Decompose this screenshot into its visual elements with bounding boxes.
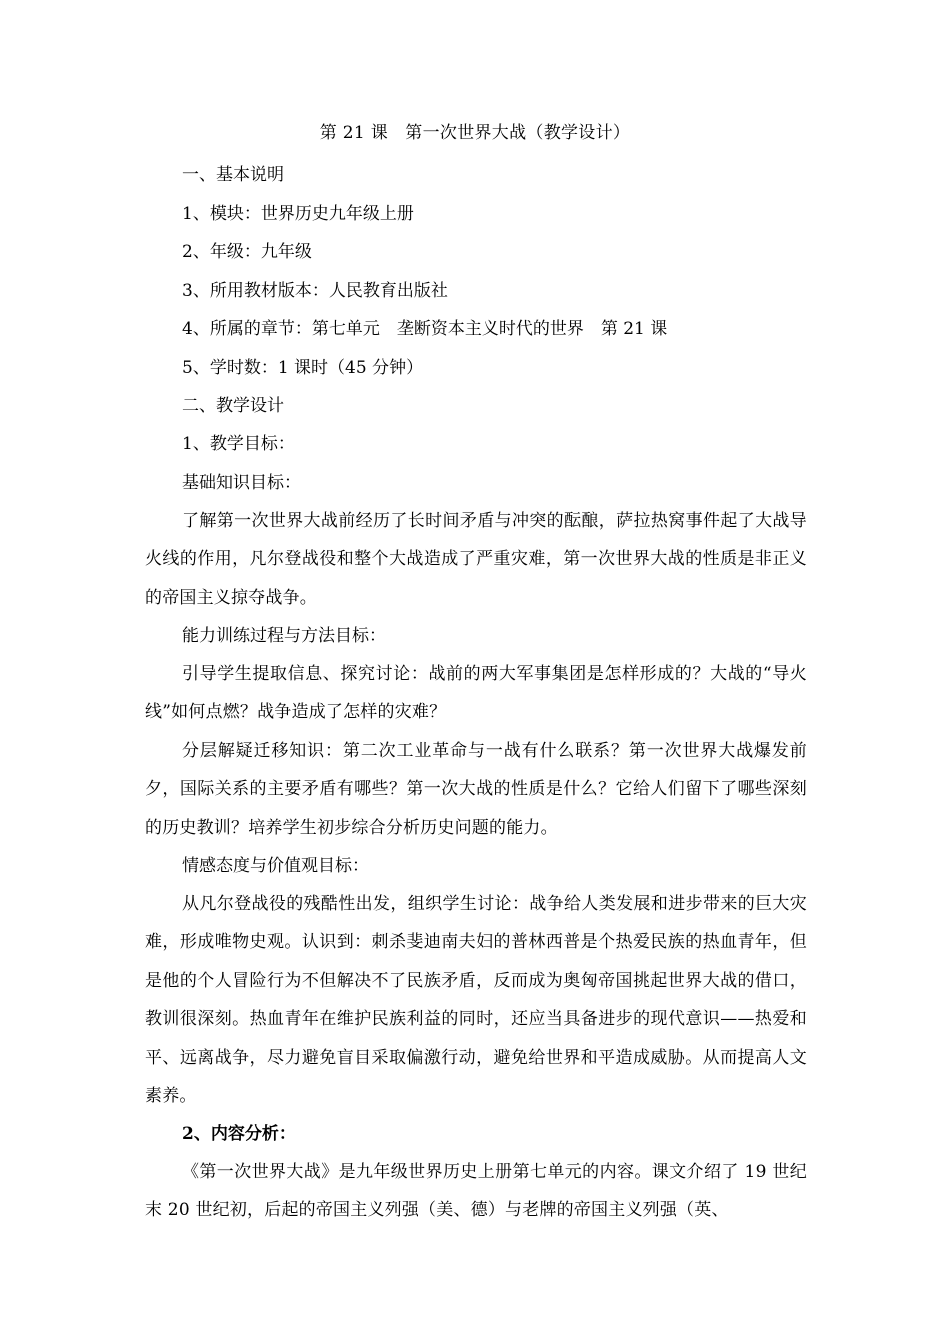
basic-item-module: 1、模块：世界历史九年级上册 <box>182 204 414 224</box>
basic-item-chapter: 4、所属的章节：第七单元 垄断资本主义时代的世界 第 21 课 <box>182 319 668 339</box>
paragraph-content: 《第一次世界大战》是九年级世界历史上册第七单元的内容。课文介绍了 19 世纪末 20 世纪初，后起的帝国主义列强（美、德）与老牌的帝国主义列强（英、 <box>145 1162 807 1221</box>
paragraph-knowledge: 了解第一次世界大战前经历了长时间矛盾与冲突的酝酿，萨拉热窝事件起了大战导火线的作用，凡尔登战役和整个大战造成了严重灾难，第一次世界大战的性质是非正义的帝国主义掠夺战争。 <box>145 511 807 608</box>
subheading-knowledge: 基础知识目标： <box>182 473 301 493</box>
basic-item-grade: 2、年级：九年级 <box>182 242 312 262</box>
section-heading-design: 二、教学设计 <box>182 396 284 416</box>
document-title: 第 21 课 第一次世界大战（教学设计） <box>319 123 631 143</box>
subheading-ability: 能力训练过程与方法目标： <box>182 626 386 646</box>
basic-item-textbook: 3、所用教材版本：人民教育出版社 <box>182 281 448 301</box>
paragraph-ability-2: 分层解疑迁移知识：第二次工业革命与一战有什么联系？第一次世界大战爆发前夕，国际关系的主要矛盾有哪些？第一次大战的性质是什么？它给人们留下了哪些深刻的历史教训？培养学生初步综合分析历史问题的能力。 <box>145 741 807 838</box>
subheading-emotion: 情感态度与价值观目标： <box>182 856 369 876</box>
paragraph-ability-1: 引导学生提取信息、探究讨论：战前的两大军事集团是怎样形成的？大战的“导火线”如何点燃？战争造成了怎样的灾难？ <box>145 664 807 723</box>
section-heading-basic: 一、基本说明 <box>182 165 284 185</box>
subheading-content: 2、内容分析： <box>182 1124 296 1144</box>
paragraph-emotion: 从凡尔登战役的残酷性出发，组织学生讨论：战争给人类发展和进步带来的巨大灾难，形成唯物史观。认识到：刺杀斐迪南夫妇的普林西普是个热爱民族的热血青年，但是他的个人冒险行为不但解决不了民族矛盾，反而成为奥匈帝国挑起世界大战的借口，教训很深刻。热血青年在维护民族利益的同时，还应当具备进步的现代意识——热爱和平、远离战争，尽力避免盲目采取偏激行动，避免给世界和平造成威胁。从而提高人文素养。 <box>145 894 807 1107</box>
subheading-goals: 1、教学目标： <box>182 434 295 454</box>
basic-item-hours: 5、学时数：1 课时（45 分钟） <box>182 358 424 378</box>
